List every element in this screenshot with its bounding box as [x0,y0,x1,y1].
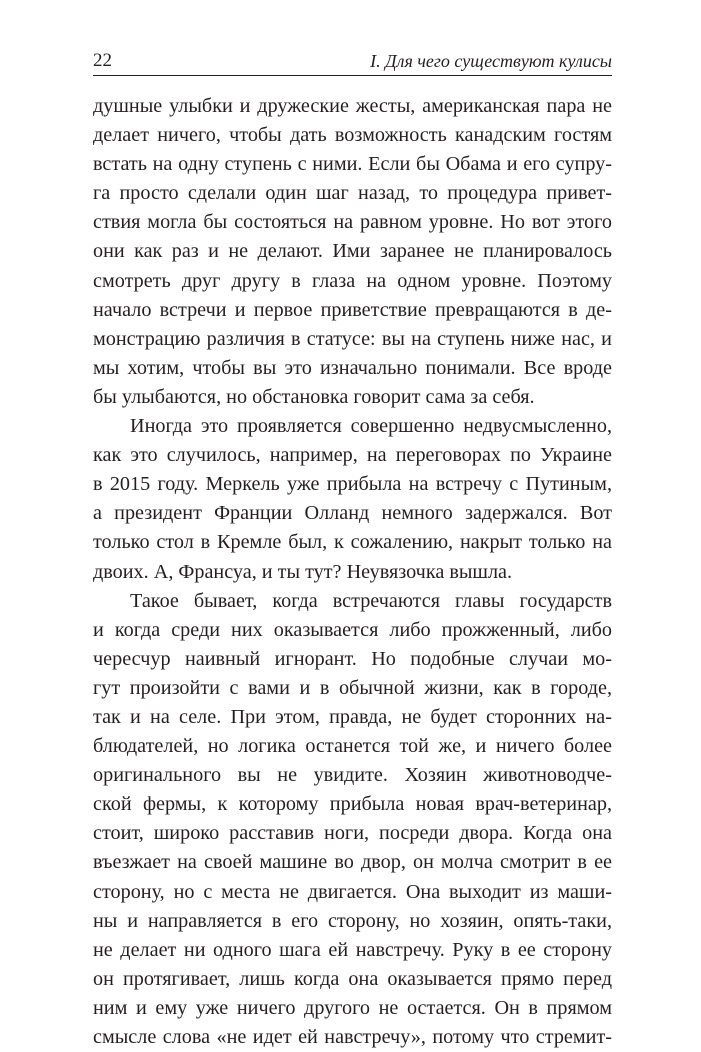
text-line: он протягивает, лишь когда она оказывается прямо перед [93,967,612,990]
body-text [93,92,612,1052]
paragraph-1 [93,92,612,412]
text-line: ны и направляется в его сторону, но хозяин, опять-таки, [93,909,612,932]
page-number: 22 [93,50,112,71]
text-line: стоит, широко расставив ноги, посреди двора. Когда она [93,822,612,845]
text-line: смысле слова «не идет ей навстречу», потому что стремит- [93,1026,612,1048]
text-line: душные улыбки и дружеские жесты, американская пара не [93,95,612,117]
text-line: не делает ни одного шага ей навстречу. Руку в ее сторону [93,938,612,961]
text-line: Иногда это проявляется совершенно недвусмысленно, [130,415,612,438]
text-line: начало встречи и первое приветствие превращаются в де- [93,298,612,321]
running-title: I. Для чего существуют кулисы [370,51,612,71]
text-line: как это случилось, например, на переговорах по Украине [93,444,612,467]
paragraph-3 [93,587,612,1052]
text-line: встать на одну ступень с ними. Если бы Обама и его супру- [93,153,612,176]
text-line: бы улыбаются, но обстановка говорит сама за себя. [93,385,535,408]
text-line: только стол в Кремле был, к сожалению, накрыт только на [93,531,612,554]
text-line: двоих. А, Франсуа, и ты тут? Неувязочка вышла. [93,560,513,583]
text-line: чересчур наивный игнорант. Но подобные случаи мо- [93,647,612,670]
text-line: делает ничего, чтобы дать возможность канадским гостям [93,124,612,147]
text-line: а президент Франции Олланд немного задержался. Вот [93,502,612,525]
text-line: мы хотим, чтобы вы это изначально понимали. Все вроде [93,356,612,379]
text-line: оригинального вы не увидите. Хозяин животноводче- [93,764,612,787]
text-line: га просто сделали один шаг назад, то процедура привет- [93,182,612,205]
text-line: Такое бывает, когда встречаются главы государств [130,589,612,612]
page-header [93,50,612,76]
text-line: ствия могла бы состояться на равном уровне. Но вот этого [93,211,612,234]
text-line: блюдателей, но логика останется той же, и ничего более [93,735,612,758]
text-line: так и на селе. При этом, правда, не будет сторонних на- [93,705,612,728]
text-line: монстрацию различия в статусе: вы на ступень ниже нас, и [93,327,612,350]
text-line: ним и ему уже ничего другого не остается. Он в прямом [93,996,612,1019]
text-line: смотреть друг другу в глаза на одном уровне. Поэтому [93,269,612,292]
header-rule [93,75,612,76]
text-line: и когда среди них оказывается либо прожженный, либо [93,618,612,641]
text-line: въезжает на своей машине во двор, он молча смотрит в ее [93,851,612,874]
text-line: в 2015 году. Меркель уже прибыла на встречу с Путиным, [93,473,612,496]
text-line: ской фермы, к которому прибыла новая врач-ветеринар, [93,793,612,816]
text-line: гут произойти с вами и в обычной жизни, как в городе, [93,676,612,699]
text-line: сторону, но с места не двигается. Она выходит из маши- [93,880,612,903]
text-line: они как раз и не делают. Ими заранее не планировалось [93,240,612,263]
paragraph-2 [93,412,612,587]
